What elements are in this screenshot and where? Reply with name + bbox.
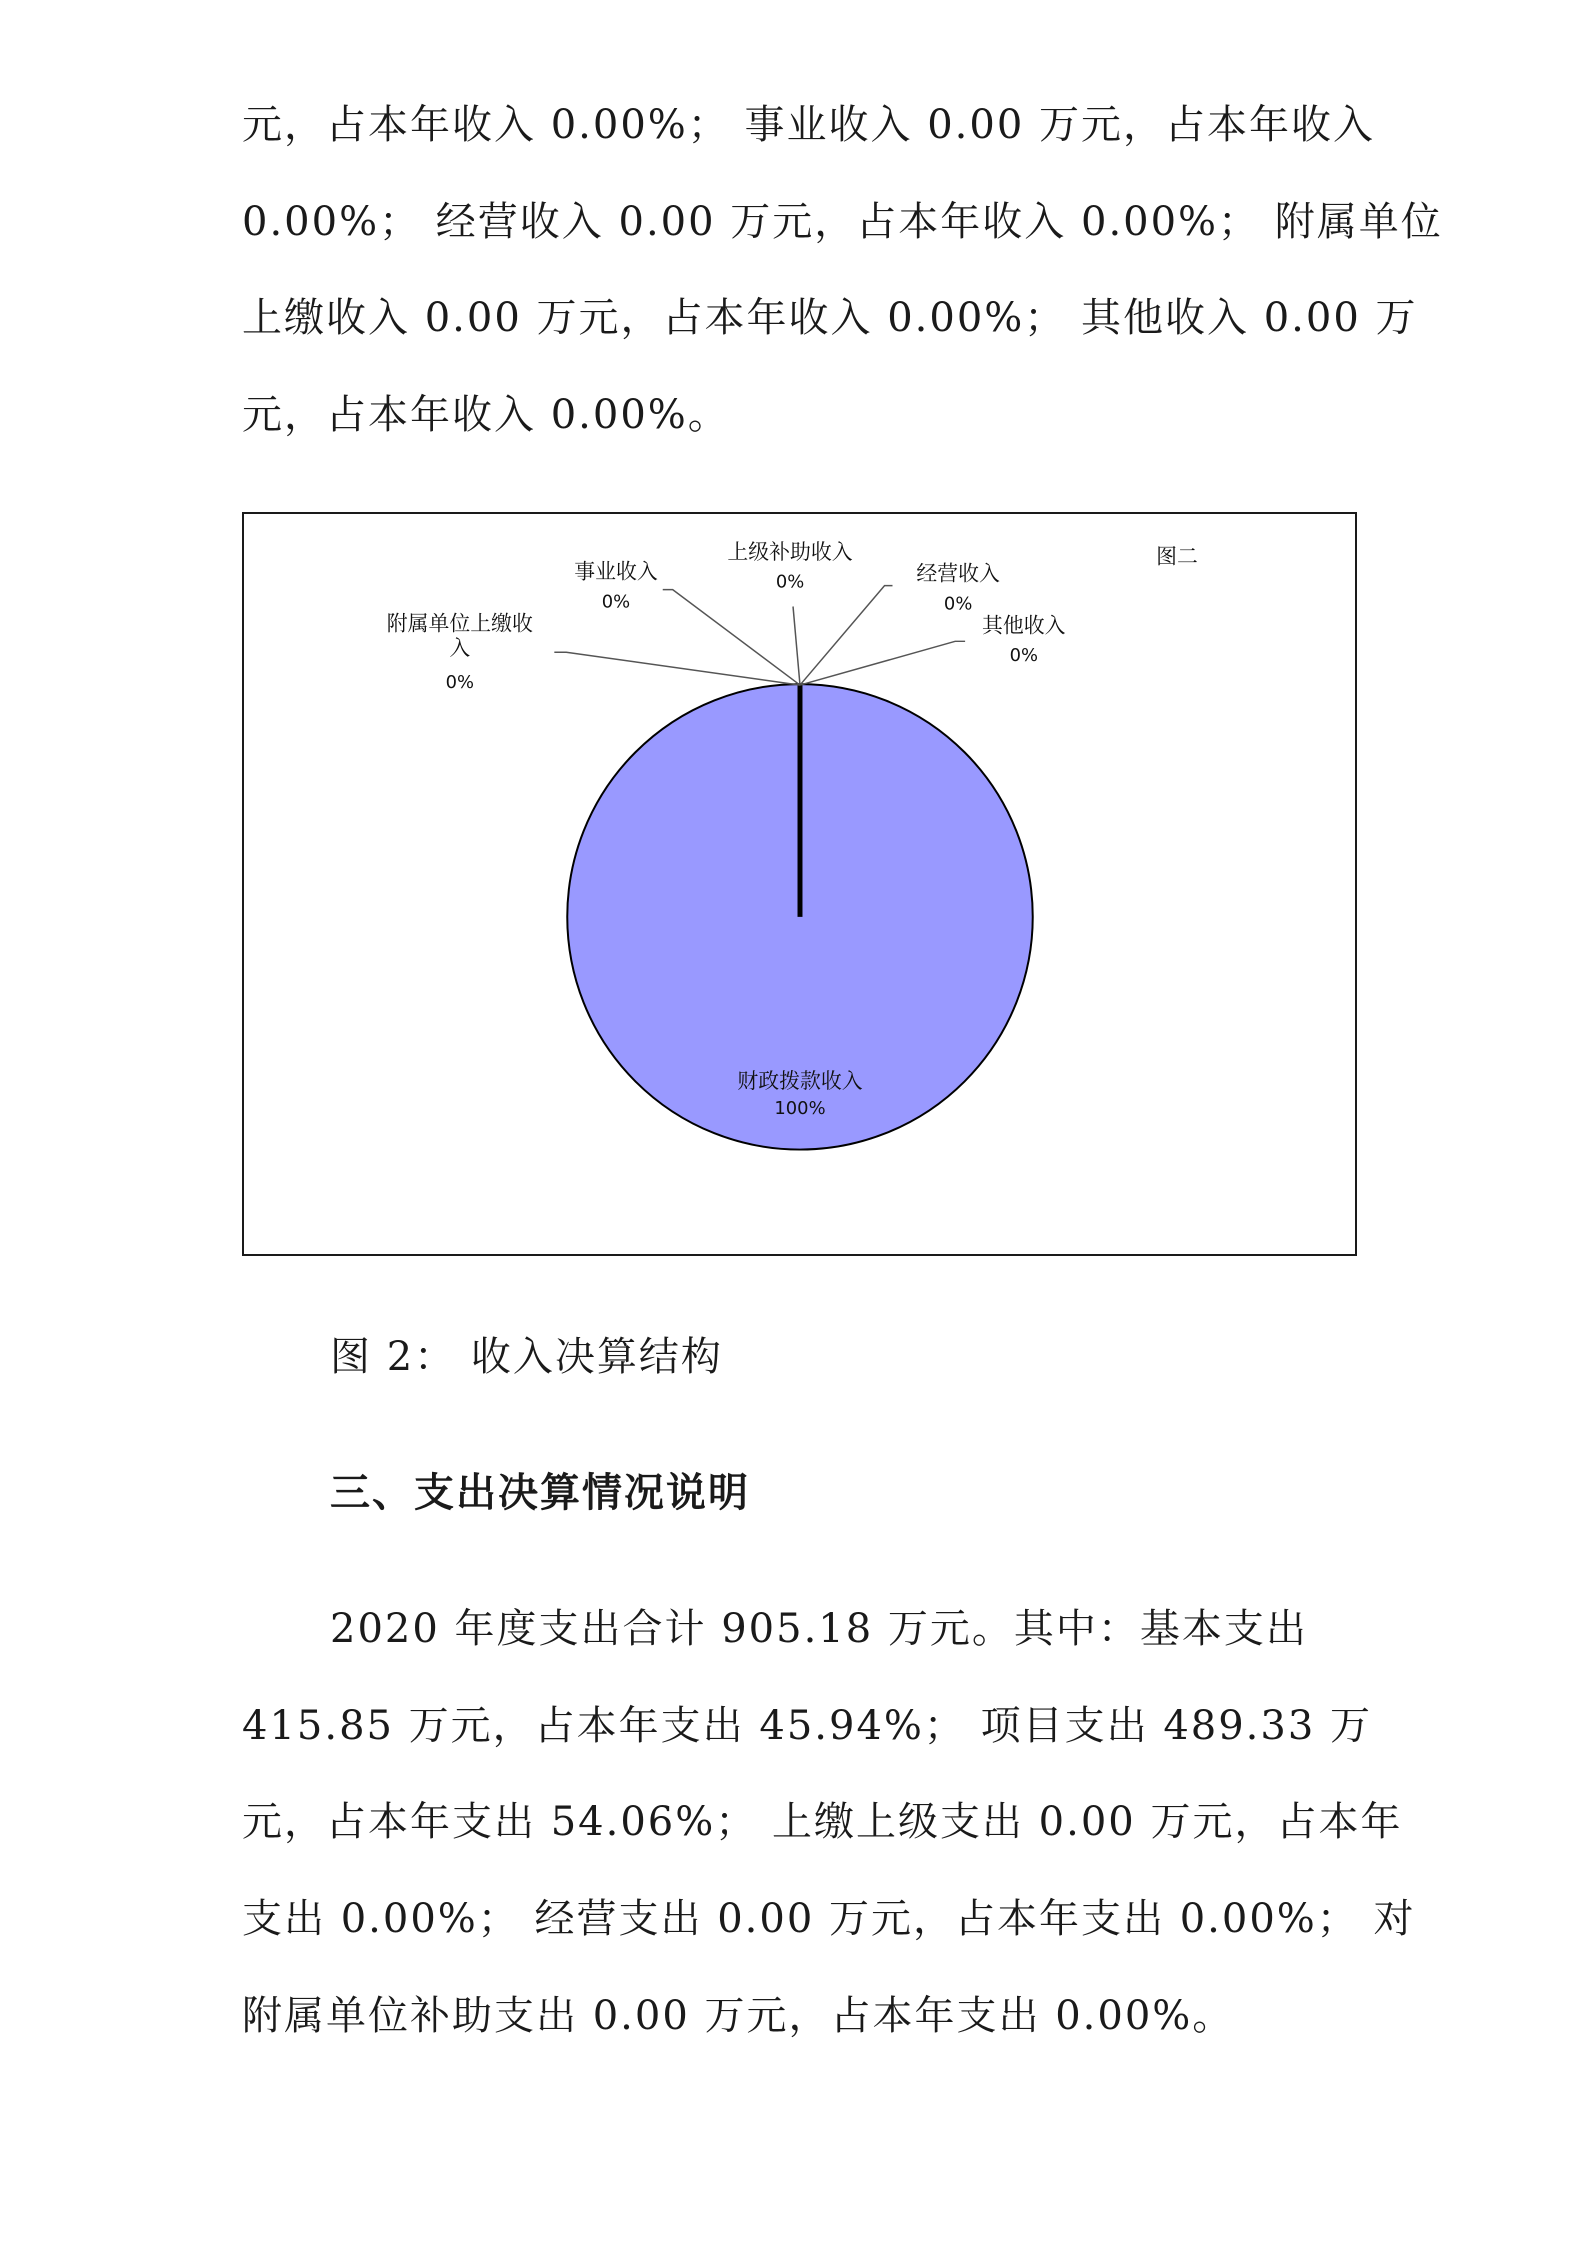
pct-superior-subsidy: 0% bbox=[775, 571, 805, 593]
leader-line-operating bbox=[800, 586, 893, 685]
leader-line-superior-subsidy bbox=[793, 607, 800, 686]
label-fiscal-appropriation: 财政拨款收入 bbox=[737, 1068, 863, 1093]
label-operating: 经营收入 bbox=[916, 561, 1000, 586]
expenditure-paragraph-line-2: 415.85 万元，占本年支出 45.94%； 项目支出 489.33 万 bbox=[242, 1703, 1373, 1749]
income-paragraph-line-2: 0.00%； 经营收入 0.00 万元，占本年收入 0.00%； 附属单位 bbox=[242, 199, 1443, 245]
income-paragraph-line-1: 元，占本年收入 0.00%； 事业收入 0.00 万元，占本年收入 bbox=[242, 102, 1375, 148]
chart-title: 图二 bbox=[1156, 544, 1198, 569]
expenditure-paragraph-line-1: 2020 年度支出合计 905.18 万元。其中：基本支出 bbox=[330, 1606, 1308, 1652]
income-paragraph-line-3: 上缴收入 0.00 万元，占本年收入 0.00%； 其他收入 0.00 万 bbox=[242, 295, 1418, 341]
pct-fiscal-appropriation: 100% bbox=[774, 1097, 826, 1119]
pct-business: 0% bbox=[601, 591, 631, 613]
pct-operating: 0% bbox=[943, 593, 973, 615]
figure-caption: 图 2： 收入决算结构 bbox=[330, 1334, 723, 1380]
pct-other: 0% bbox=[1009, 645, 1038, 667]
label-subsidiary-line-1: 附属单位上缴收 bbox=[386, 611, 533, 636]
label-business: 事业收入 bbox=[574, 559, 658, 584]
label-subsidiary-line-2: 入 bbox=[449, 636, 471, 661]
expenditure-paragraph-line-4: 支出 0.00%； 经营支出 0.00 万元，占本年支出 0.00%； 对 bbox=[242, 1896, 1416, 1942]
pie-chart-svg bbox=[244, 514, 1355, 1254]
label-superior-subsidy: 上级补助收入 bbox=[727, 539, 853, 564]
leader-line-business bbox=[663, 590, 800, 685]
label-other: 其他收入 bbox=[982, 613, 1066, 638]
income-paragraph-line-4: 元，占本年收入 0.00%。 bbox=[242, 392, 730, 438]
leader-line-other bbox=[800, 641, 965, 685]
section-heading: 三、支出决算情况说明 bbox=[330, 1470, 750, 1516]
expenditure-paragraph-line-3: 元，占本年支出 54.06%； 上缴上级支出 0.00 万元，占本年 bbox=[242, 1799, 1403, 1845]
expenditure-paragraph-line-5: 附属单位补助支出 0.00 万元，占本年支出 0.00%。 bbox=[242, 1993, 1235, 2039]
income-structure-chart bbox=[242, 512, 1357, 1256]
pct-subsidiary: 0% bbox=[445, 672, 475, 694]
